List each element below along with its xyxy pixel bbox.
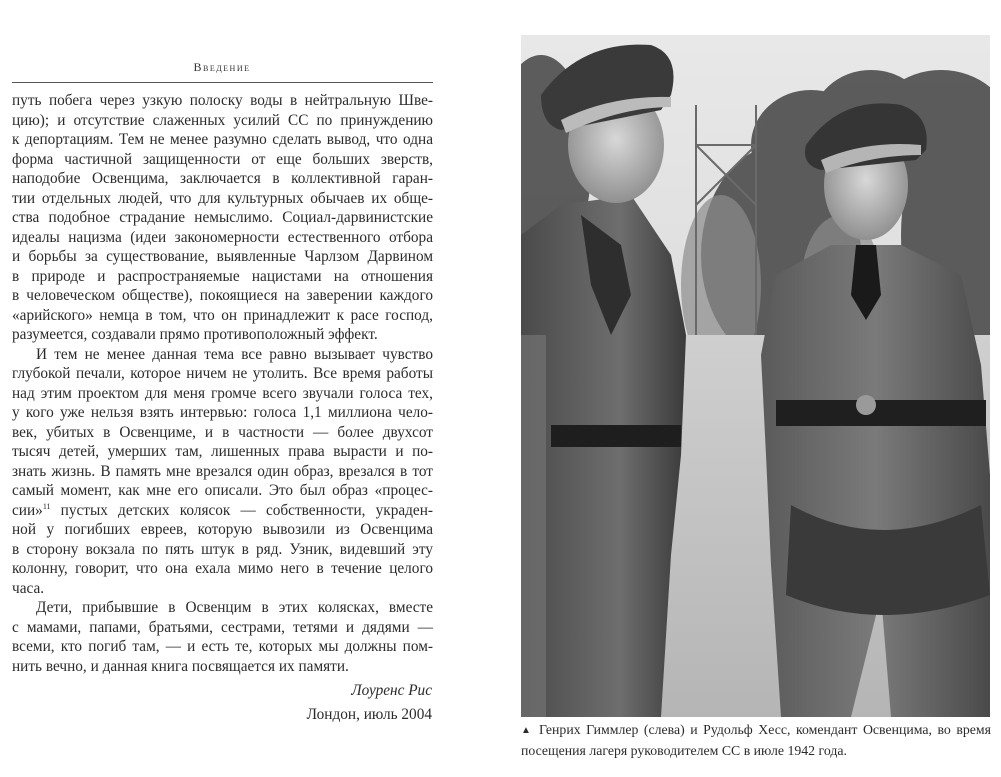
- left-page: [12, 0, 432, 777]
- text-line: путь побега через узкую полоску воды в нейтральную Шве-: [12, 92, 433, 109]
- text-line: у кого уже нельзя взять интервью: голоса 1,1 миллиона чело-: [12, 404, 433, 421]
- text-line: в сторону вокзала по пять штук в ряд. Узник, видевший эту: [12, 540, 433, 558]
- text-fragment: сии»: [12, 501, 43, 519]
- text-fragment: пустых детских колясок — собственности, украден-: [50, 501, 433, 519]
- text-line: с мамами, папами, братьями, сестрами, тетями и дядями —: [12, 618, 433, 636]
- body-text: [12, 91, 433, 676]
- footnote-reference[interactable]: 11: [42, 501, 51, 511]
- text-line: нить вечно, и данная книга посвящается их памяти.: [12, 657, 349, 675]
- signature-author: Лоуренс Рис: [351, 682, 432, 699]
- signature-place-date: Лондон, июль 2004: [306, 706, 432, 723]
- text-line: тии отдельных людей, что для культурных обычаев их обще-: [12, 189, 433, 207]
- historical-photo: [521, 35, 990, 717]
- photo-left-edge-shadow: [521, 335, 546, 717]
- text-line: «арийского» немца в том, что он принадлежит к расе господ,: [12, 306, 433, 324]
- text-line: цию); и отсутствие слаженных усилий СС по принуждению: [12, 111, 433, 129]
- footnote-text-line: [12, 501, 433, 521]
- text-line: И тем не менее данная тема все равно вызывает чувство: [36, 345, 433, 363]
- text-line: век, убитых в Освенциме, и в частности — более двухсот: [12, 423, 433, 441]
- text-line: к депортациям. Тем не менее разумно сделать вывод, что одна: [12, 131, 433, 148]
- caption-text: Генрих Гиммлер (слева) и Рудольф Хесс, комендант Освенцима, во время посещения лагеря руководителем СС в июле 1942 года.: [521, 722, 991, 758]
- text-line: колонну, говорит, что она ехала мимо него в течение целого: [12, 560, 433, 577]
- photo-illustration: [521, 35, 990, 717]
- text-line: в природе и распространяемые нацистами на отношения: [12, 267, 433, 285]
- signature: [11, 679, 432, 727]
- text-line: глубокой печали, которое ничем не утолить. Все время работы: [12, 365, 433, 382]
- text-line: всеми, кто погиб там, — и есть те, которых мы должны пом-: [12, 638, 433, 655]
- text-line: ства подобное страдание немыслимо. Социал-дарвинистские: [12, 209, 433, 226]
- text-line: идеалы нацизма (идеи закономерности естественного отбора: [12, 228, 433, 246]
- text-line: и борьбы за существование, выявленные Чарлзом Дарвином: [12, 248, 433, 265]
- header-rule: [12, 82, 433, 83]
- text-line: тысяч детей, умерших там, лишенных права вырасти и по-: [12, 443, 433, 460]
- text-line: разумеется, создавали прямо противоположный эффект.: [12, 326, 378, 343]
- text-line: самый момент, как мне его описали. Это был образ «процес-: [12, 482, 433, 499]
- text-line: ной у погибших евреев, которую вывозили из Освенцима: [12, 521, 433, 538]
- text-line: форма частичной защищенности от еще больших зверств,: [12, 150, 433, 168]
- text-line: Дети, прибывшие в Освенцим в этих колясках, вместе: [36, 599, 433, 616]
- photo-caption: [521, 720, 991, 760]
- running-head: Введение: [193, 60, 251, 74]
- text-line: наподобие Освенцима, заключается в коллективной гаран-: [12, 170, 433, 187]
- text-line: в человеческом обществе), покоящиеся на заверении каждого: [12, 287, 433, 304]
- text-line: часа.: [12, 579, 45, 597]
- text-line: знать жизнь. В память мне врезался один образ, врезался в тот: [12, 462, 433, 480]
- triangle-marker-icon: ▲: [521, 725, 533, 736]
- text-line: над этим проектом для меня громче всего звучали голоса тех,: [12, 384, 433, 402]
